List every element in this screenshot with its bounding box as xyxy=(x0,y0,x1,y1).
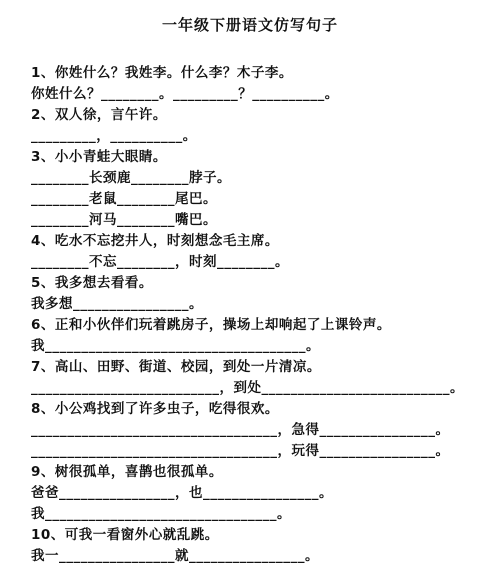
q4-prompt: 4、吃水不忘挖井人，时刻想念毛主席。 xyxy=(31,233,279,249)
q10-prompt: 10、可我一看窗外心就乱跳。 xyxy=(31,527,219,543)
q9-answer-line-1: 爸爸________________，也________________。 xyxy=(31,485,333,501)
q6-prompt: 6、正和小伙伴们玩着跳房子，操场上却响起了上课铃声。 xyxy=(31,317,391,333)
q1-prompt: 1、你姓什么？我姓李。什么李？木子李。 xyxy=(31,65,293,81)
q5-answer-line: 我多想________________。 xyxy=(31,296,203,312)
q3-prompt: 3、小小青蛙大眼睛。 xyxy=(31,149,167,165)
q9-prompt: 9、树很孤单，喜鹊也很孤单。 xyxy=(31,464,223,480)
q3-answer-line-2: ________老鼠________尾巴。 xyxy=(31,191,217,207)
q1-answer-line: 你姓什么？________。_________？__________。 xyxy=(31,86,339,102)
q10-answer-line: 我一________________就________________。 xyxy=(31,548,319,564)
q5-prompt: 5、我多想去看看。 xyxy=(31,275,153,291)
q3-answer-line-1: ________长颈鹿________脖子。 xyxy=(31,170,231,186)
q9-answer-line-2: 我________________________________。 xyxy=(31,506,291,522)
worksheet-title: 一年级下册语文仿写句子 xyxy=(161,16,338,34)
q8-answer-line-1: __________________________________，急得________________。 xyxy=(31,422,450,438)
q4-answer-line: ________不忘________，时刻________。 xyxy=(31,254,289,270)
q6-answer-line: 我____________________________________。 xyxy=(31,338,320,354)
q3-answer-line-3: ________河马________嘴巴。 xyxy=(31,212,217,228)
q2-prompt: 2、双人徐，言午许。 xyxy=(31,107,167,123)
q7-answer-line: __________________________，到处__________________________。 xyxy=(31,380,464,396)
q7-prompt: 7、高山、田野、街道、校园，到处一片清凉。 xyxy=(31,359,321,375)
q8-prompt: 8、小公鸡找到了许多虫子，吃得很欢。 xyxy=(31,401,279,417)
q8-answer-line-2: __________________________________，玩得________________。 xyxy=(31,443,450,459)
q2-answer-line: _________，__________。 xyxy=(31,128,197,144)
